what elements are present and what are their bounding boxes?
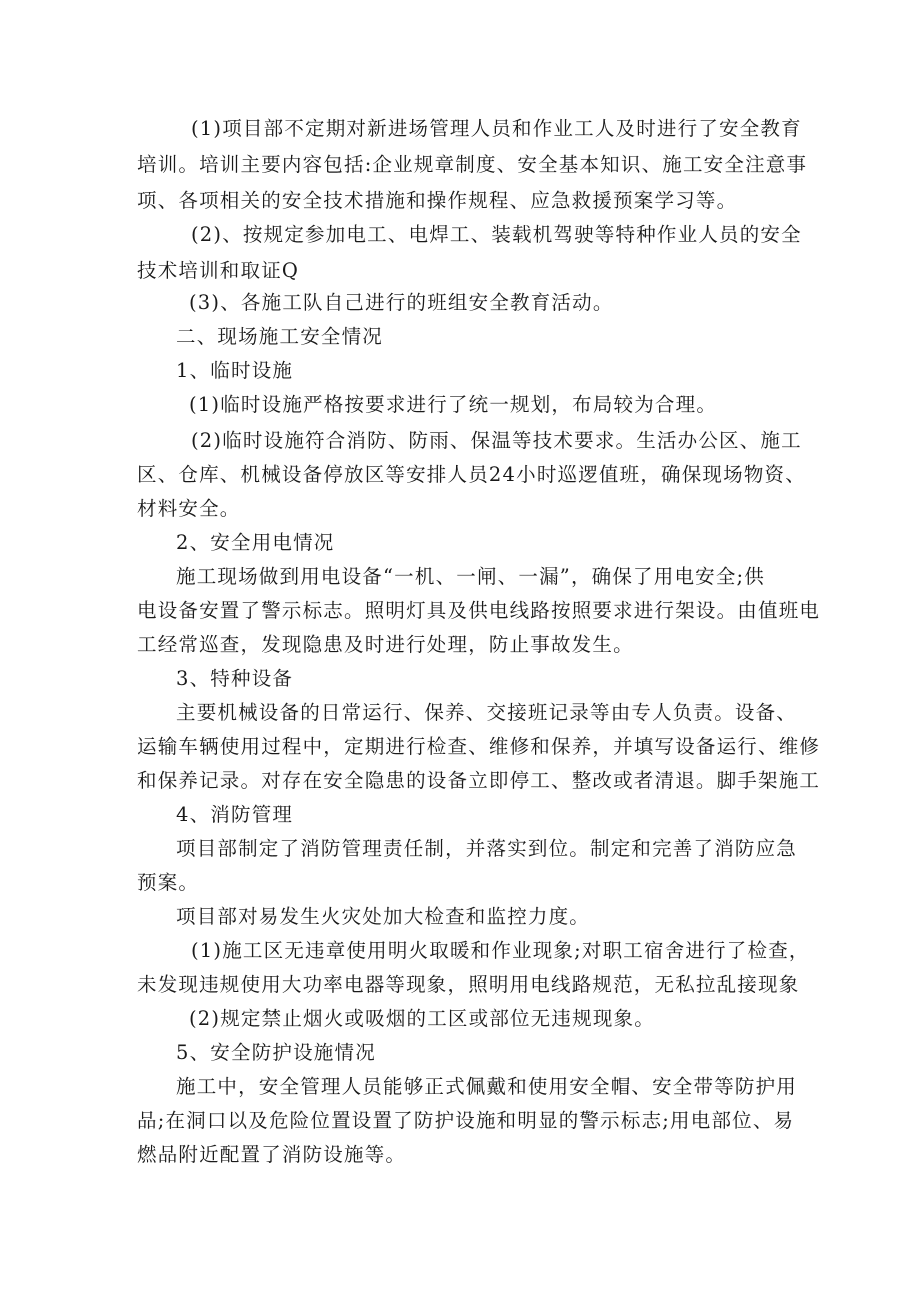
heading-1: 1、临时设施	[176, 359, 294, 382]
line-23: 预案。	[137, 871, 200, 894]
line-12: 材料安全。	[137, 497, 241, 520]
line-31: 燃品附近配置了消防设施等。	[137, 1143, 407, 1166]
line-10: (2)临时设施符合消防、防雨、保温等技术要求。生活办公区、施工	[191, 429, 802, 452]
heading-5: 5、安全防护设施情况	[176, 1041, 376, 1064]
heading-3: 3、特种设备	[176, 667, 294, 690]
line-26: 未发现违规使用大功率电器等现象，照明用电线路规范，无私拉乱接现象	[137, 973, 800, 996]
line-22: 项目部制定了消防管理责任制，并落实到位。制定和完善了消防应急	[176, 837, 798, 860]
line-4: (2)、按规定参加电工、电焊工、装载机驾驶等特种作业人员的安全	[191, 223, 802, 246]
line-15: 电设备安置了警示标志。照明灯具及供电线路按照要求进行架设。由值班电	[137, 599, 821, 622]
line-18: 主要机械设备的日常运行、保养、交接班记录等由专人负责。设备、	[176, 701, 798, 724]
heading-2: 2、安全用电情况	[176, 531, 335, 554]
line-2: 培训。培训主要内容包括:企业规章制度、安全基本知识、施工安全注意事	[137, 153, 808, 176]
line-29: 施工中，安全管理人员能够正式佩戴和使用安全帽、安全带等防护用	[176, 1075, 798, 1098]
line-25: (1)施工区无违章使用明火取暖和作业现象;对职工宿舍进行了检查，	[191, 939, 810, 962]
line-3: 项、各项相关的安全技术措施和操作规程、应急救援预案学习等。	[137, 189, 738, 212]
line-9: (1)临时设施严格按要求进行了统一规划，布局较为合理。	[189, 393, 718, 416]
line-30: 品;在洞口以及危险位置设置了防护设施和明显的警示标志;用电部位、易	[137, 1109, 795, 1132]
line-20: 和保养记录。对存在安全隐患的设备立即停工、整改或者清退。脚手架施工	[137, 769, 821, 792]
line-11: 区、仓库、机械设备停放区等安排人员24小时巡逻值班，确保现场物资、	[137, 463, 806, 486]
line-5: 技术培训和取证Q	[137, 259, 300, 282]
line-24: 项目部对易发生火灾处加大检查和监控力度。	[176, 905, 591, 928]
line-16: 工经常巡查，发现隐患及时进行处理，防止事故发生。	[137, 633, 634, 656]
heading-4: 4、消防管理	[176, 803, 294, 826]
heading-section-2: 二、现场施工安全情况	[176, 325, 384, 348]
line-27: (2)规定禁止烟火或吸烟的工区或部位无违规现象。	[189, 1007, 655, 1030]
line-1: (1)项目部不定期对新进场管理人员和作业工人及时进行了安全教育	[191, 117, 802, 140]
line-19: 运输车辆使用过程中，定期进行检查、维修和保养，并填写设备运行、维修	[137, 735, 821, 758]
line-14: 施工现场做到用电设备“一机、一闸、一漏”，确保了用电安全;供	[176, 565, 766, 588]
line-6: (3)、各施工队自己进行的班组安全教育活动。	[189, 291, 614, 314]
